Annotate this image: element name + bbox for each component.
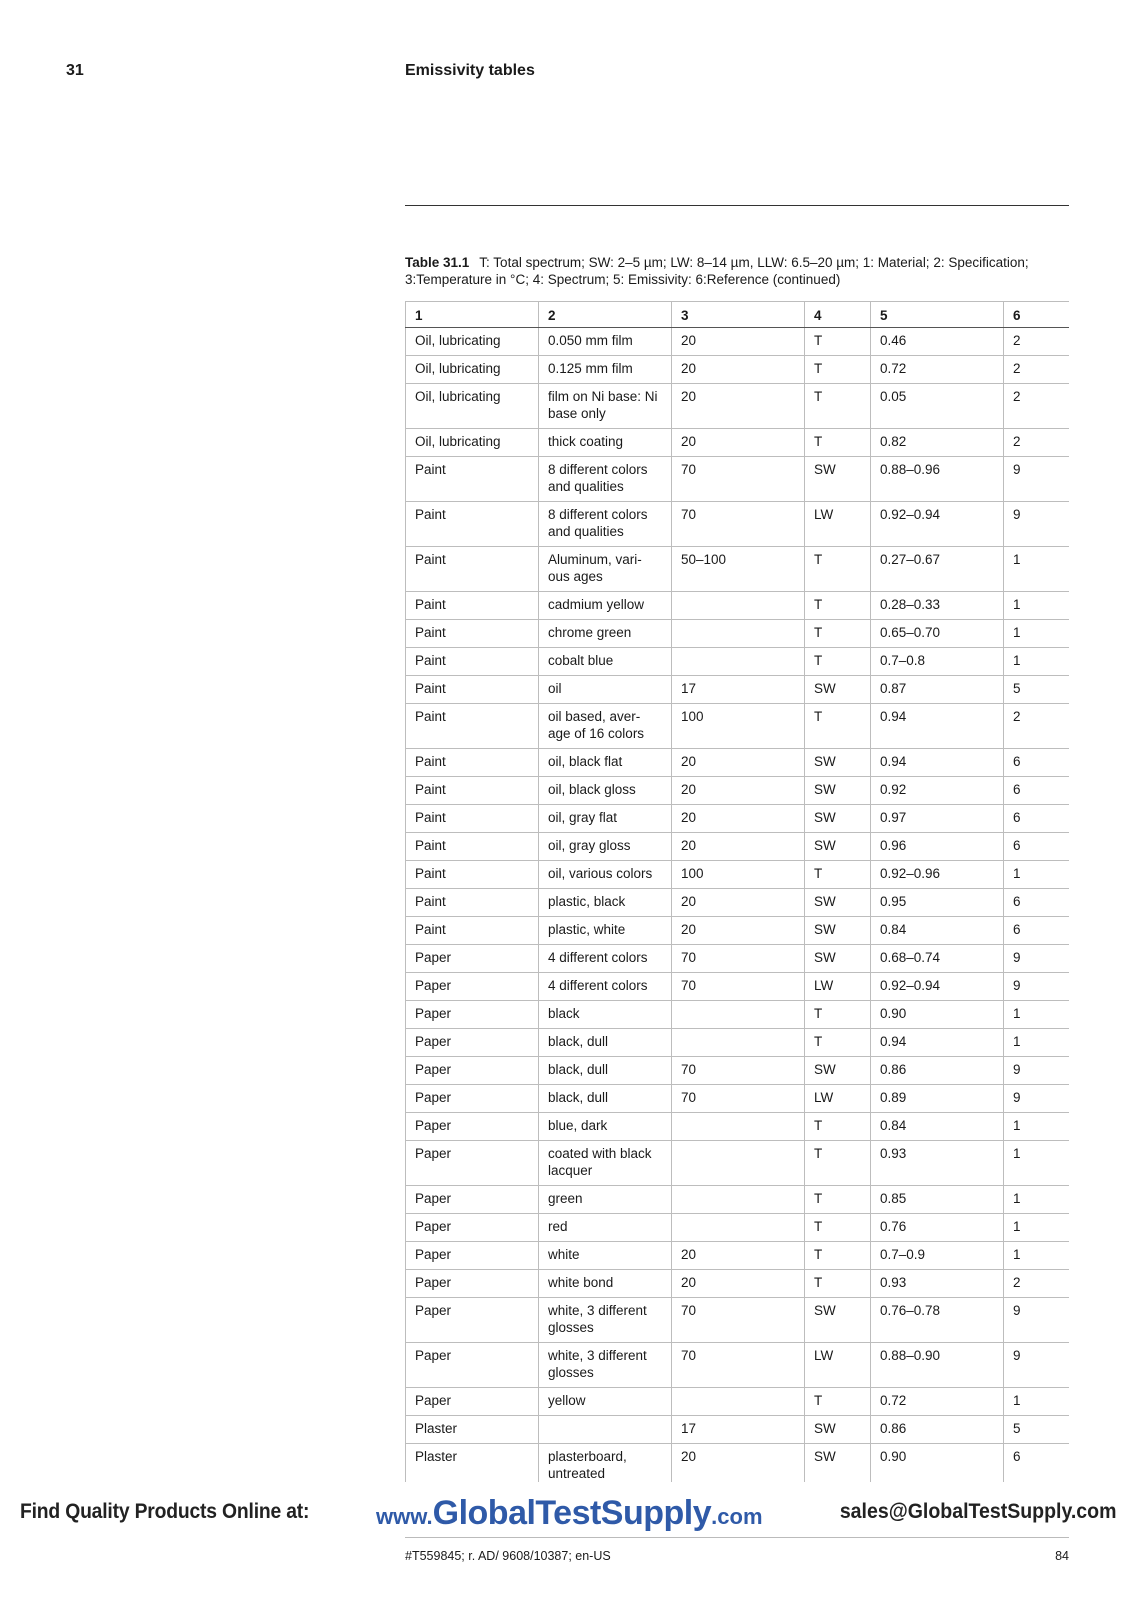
table-cell-col-1: Oil, lubricating <box>406 328 539 356</box>
table-cell-col-4: SW <box>805 457 871 502</box>
column-header-5: 5 <box>871 302 1004 328</box>
table-cell-col-3: 20 <box>672 917 805 945</box>
table-cell-col-6: 5 <box>1004 1416 1070 1444</box>
table-cell-col-3: 20 <box>672 777 805 805</box>
table-caption <box>405 254 1069 288</box>
table-cell-col-2: blue, dark <box>539 1113 672 1141</box>
table-cell-col-4: SW <box>805 676 871 704</box>
table-cell-col-2: cadmium yellow <box>539 592 672 620</box>
table-cell-col-1: Paper <box>406 1113 539 1141</box>
table-cell-col-2: 4 different colors <box>539 945 672 973</box>
table-cell-col-4: SW <box>805 917 871 945</box>
table-cell-col-4: SW <box>805 805 871 833</box>
table-cell-col-5: 0.7–0.9 <box>871 1242 1004 1270</box>
emissivity-table <box>405 301 1069 1482</box>
column-header-1: 1 <box>406 302 539 328</box>
table-cell-col-1: Plaster <box>406 1444 539 1483</box>
table-cell-col-4: SW <box>805 749 871 777</box>
table-cell-col-1: Oil, lubricating <box>406 429 539 457</box>
table-cell-col-4: T <box>805 1113 871 1141</box>
table-row <box>406 502 1070 547</box>
table-cell-col-3 <box>672 1001 805 1029</box>
table-row <box>406 1298 1070 1343</box>
table-cell-col-3: 20 <box>672 328 805 356</box>
table-cell-col-1: Paper <box>406 973 539 1001</box>
table-cell-col-3 <box>672 1029 805 1057</box>
table-cell-col-3: 70 <box>672 973 805 1001</box>
table-cell-col-2: 8 different colors and qualities <box>539 457 672 502</box>
table-cell-col-6: 2 <box>1004 356 1070 384</box>
ad-tagline: Find Quality Products Online at: <box>20 1500 310 1523</box>
table-cell-col-1: Paint <box>406 805 539 833</box>
table-cell-col-3: 70 <box>672 1298 805 1343</box>
table-cell-col-5: 0.68–0.74 <box>871 945 1004 973</box>
table-cell-col-6: 1 <box>1004 620 1070 648</box>
table-cell-col-4: T <box>805 1001 871 1029</box>
table-cell-col-5: 0.86 <box>871 1416 1004 1444</box>
table-row <box>406 1270 1070 1298</box>
table-cell-col-5: 0.94 <box>871 1029 1004 1057</box>
table-cell-col-6: 6 <box>1004 805 1070 833</box>
footer-advertisement <box>0 1494 1132 1534</box>
ad-url-suffix: .com <box>711 1504 763 1529</box>
table-cell-col-3 <box>672 620 805 648</box>
table-cell-col-4: T <box>805 592 871 620</box>
footer-divider <box>405 1537 1069 1538</box>
table-cell-col-5: 0.93 <box>871 1141 1004 1186</box>
emissivity-table-container <box>405 301 1069 1482</box>
table-row <box>406 1388 1070 1416</box>
table-cell-col-6: 1 <box>1004 1141 1070 1186</box>
table-cell-col-2: plastic, black <box>539 889 672 917</box>
table-cell-col-6: 1 <box>1004 648 1070 676</box>
table-cell-col-6: 6 <box>1004 917 1070 945</box>
table-cell-col-5: 0.92 <box>871 777 1004 805</box>
table-cell-col-4: SW <box>805 833 871 861</box>
table-cell-col-3 <box>672 1141 805 1186</box>
table-cell-col-6: 1 <box>1004 1186 1070 1214</box>
table-cell-col-5: 0.7–0.8 <box>871 648 1004 676</box>
table-row <box>406 1085 1070 1113</box>
table-row <box>406 704 1070 749</box>
table-cell-col-6: 2 <box>1004 1270 1070 1298</box>
table-cell-col-6: 2 <box>1004 384 1070 429</box>
table-cell-col-2: red <box>539 1214 672 1242</box>
table-cell-col-4: SW <box>805 777 871 805</box>
table-cell-col-1: Paper <box>406 1057 539 1085</box>
table-cell-col-2: oil, black flat <box>539 749 672 777</box>
column-header-6: 6 <box>1004 302 1070 328</box>
table-cell-col-2 <box>539 1416 672 1444</box>
table-cell-col-2: oil, black gloss <box>539 777 672 805</box>
table-cell-col-2: thick coating <box>539 429 672 457</box>
ad-email-link[interactable]: sales@GlobalTestSupply.com <box>839 1500 1116 1523</box>
table-cell-col-6: 6 <box>1004 777 1070 805</box>
table-row <box>406 945 1070 973</box>
table-cell-col-1: Paper <box>406 1388 539 1416</box>
table-cell-col-5: 0.72 <box>871 1388 1004 1416</box>
table-cell-col-2: white, 3 different glosses <box>539 1298 672 1343</box>
table-cell-col-1: Paper <box>406 1343 539 1388</box>
table-cell-col-3: 70 <box>672 1057 805 1085</box>
table-cell-col-6: 6 <box>1004 833 1070 861</box>
table-caption-label: Table 31.1 <box>405 255 470 270</box>
table-cell-col-3 <box>672 648 805 676</box>
table-cell-col-1: Oil, lubricating <box>406 356 539 384</box>
column-header-4: 4 <box>805 302 871 328</box>
table-cell-col-6: 9 <box>1004 1343 1070 1388</box>
table-cell-col-2: plastic, white <box>539 917 672 945</box>
table-cell-col-3: 70 <box>672 457 805 502</box>
table-cell-col-2: cobalt blue <box>539 648 672 676</box>
table-cell-col-2: black, dull <box>539 1085 672 1113</box>
table-cell-col-3: 20 <box>672 833 805 861</box>
table-row <box>406 384 1070 429</box>
table-cell-col-4: T <box>805 384 871 429</box>
table-cell-col-4: LW <box>805 502 871 547</box>
table-cell-col-6: 6 <box>1004 1444 1070 1483</box>
table-cell-col-4: T <box>805 648 871 676</box>
table-row <box>406 457 1070 502</box>
table-cell-col-2: 0.125 mm film <box>539 356 672 384</box>
table-cell-col-2: 8 different colors and qualities <box>539 502 672 547</box>
table-cell-col-2: black <box>539 1001 672 1029</box>
table-cell-col-4: T <box>805 1214 871 1242</box>
table-cell-col-1: Paint <box>406 704 539 749</box>
table-cell-col-4: LW <box>805 973 871 1001</box>
table-row <box>406 1444 1070 1483</box>
table-cell-col-5: 0.88–0.90 <box>871 1343 1004 1388</box>
table-cell-col-5: 0.88–0.96 <box>871 457 1004 502</box>
ad-url-main: GlobalTestSupply <box>432 1494 712 1532</box>
table-cell-col-6: 2 <box>1004 429 1070 457</box>
table-row <box>406 1214 1070 1242</box>
table-cell-col-5: 0.84 <box>871 917 1004 945</box>
table-cell-col-6: 1 <box>1004 1242 1070 1270</box>
table-cell-col-1: Paper <box>406 1242 539 1270</box>
table-cell-col-1: Paper <box>406 1001 539 1029</box>
table-cell-col-4: LW <box>805 1085 871 1113</box>
table-row <box>406 1141 1070 1186</box>
table-row <box>406 749 1070 777</box>
table-cell-col-6: 9 <box>1004 1057 1070 1085</box>
table-cell-col-3 <box>672 1214 805 1242</box>
table-cell-col-1: Oil, lubricating <box>406 384 539 429</box>
table-cell-col-1: Paint <box>406 502 539 547</box>
table-cell-col-3 <box>672 1113 805 1141</box>
table-cell-col-6: 2 <box>1004 328 1070 356</box>
table-cell-col-1: Plaster <box>406 1416 539 1444</box>
table-cell-col-5: 0.65–0.70 <box>871 620 1004 648</box>
table-cell-col-1: Paper <box>406 1085 539 1113</box>
table-cell-col-3: 70 <box>672 502 805 547</box>
table-row <box>406 1113 1070 1141</box>
table-cell-col-1: Paper <box>406 1214 539 1242</box>
table-cell-col-2: white, 3 different glosses <box>539 1343 672 1388</box>
table-cell-col-5: 0.95 <box>871 889 1004 917</box>
table-cell-col-4: SW <box>805 1298 871 1343</box>
table-cell-col-3: 70 <box>672 1085 805 1113</box>
table-cell-col-5: 0.94 <box>871 749 1004 777</box>
table-cell-col-3: 20 <box>672 1270 805 1298</box>
table-cell-col-4: SW <box>805 945 871 973</box>
table-cell-col-2: white bond <box>539 1270 672 1298</box>
table-cell-col-2: oil, various colors <box>539 861 672 889</box>
table-cell-col-1: Paint <box>406 676 539 704</box>
column-header-3: 3 <box>672 302 805 328</box>
table-cell-col-4: T <box>805 704 871 749</box>
ad-website-link[interactable] <box>376 1494 763 1533</box>
table-row <box>406 1029 1070 1057</box>
table-cell-col-1: Paper <box>406 1186 539 1214</box>
ad-url-prefix: www. <box>376 1504 433 1529</box>
table-cell-col-1: Paint <box>406 889 539 917</box>
table-cell-col-2: white <box>539 1242 672 1270</box>
table-row <box>406 1186 1070 1214</box>
table-cell-col-4: LW <box>805 1343 871 1388</box>
table-cell-col-2: 0.050 mm film <box>539 328 672 356</box>
table-cell-col-4: T <box>805 1186 871 1214</box>
table-row <box>406 547 1070 592</box>
table-row <box>406 833 1070 861</box>
table-cell-col-6: 1 <box>1004 1029 1070 1057</box>
table-cell-col-4: SW <box>805 889 871 917</box>
table-row <box>406 861 1070 889</box>
table-cell-col-1: Paper <box>406 945 539 973</box>
table-cell-col-5: 0.84 <box>871 1113 1004 1141</box>
table-cell-col-1: Paint <box>406 457 539 502</box>
table-cell-col-4: T <box>805 1141 871 1186</box>
table-cell-col-6: 9 <box>1004 1298 1070 1343</box>
table-row <box>406 917 1070 945</box>
table-cell-col-1: Paper <box>406 1029 539 1057</box>
table-cell-col-1: Paper <box>406 1270 539 1298</box>
table-cell-col-1: Paint <box>406 917 539 945</box>
table-cell-col-2: black, dull <box>539 1029 672 1057</box>
table-row <box>406 592 1070 620</box>
table-cell-col-3 <box>672 592 805 620</box>
table-cell-col-1: Paint <box>406 777 539 805</box>
table-cell-col-2: green <box>539 1186 672 1214</box>
table-cell-col-3: 20 <box>672 356 805 384</box>
table-cell-col-3: 20 <box>672 805 805 833</box>
table-cell-col-3: 20 <box>672 384 805 429</box>
table-cell-col-5: 0.93 <box>871 1270 1004 1298</box>
table-cell-col-2: plasterboard, untreated <box>539 1444 672 1483</box>
table-cell-col-2: Aluminum, vari-ous ages <box>539 547 672 592</box>
table-cell-col-3: 100 <box>672 704 805 749</box>
table-row <box>406 805 1070 833</box>
table-cell-col-5: 0.76 <box>871 1214 1004 1242</box>
table-cell-col-5: 0.97 <box>871 805 1004 833</box>
chapter-title: Emissivity tables <box>405 62 535 79</box>
table-cell-col-3 <box>672 1186 805 1214</box>
table-cell-col-2: chrome green <box>539 620 672 648</box>
table-cell-col-1: Paint <box>406 861 539 889</box>
table-cell-col-5: 0.05 <box>871 384 1004 429</box>
table-cell-col-2: film on Ni base: Ni base only <box>539 384 672 429</box>
table-cell-col-3: 20 <box>672 1242 805 1270</box>
table-cell-col-1: Paint <box>406 592 539 620</box>
table-cell-col-6: 9 <box>1004 973 1070 1001</box>
table-cell-col-3: 70 <box>672 1343 805 1388</box>
table-cell-col-6: 1 <box>1004 861 1070 889</box>
table-cell-col-6: 6 <box>1004 889 1070 917</box>
table-header-row <box>406 302 1070 328</box>
table-cell-col-4: T <box>805 356 871 384</box>
table-cell-col-6: 1 <box>1004 592 1070 620</box>
table-row <box>406 1242 1070 1270</box>
table-row <box>406 429 1070 457</box>
column-header-2: 2 <box>539 302 672 328</box>
chapter-number: 31 <box>66 62 84 79</box>
table-caption-text: T: Total spectrum; SW: 2–5 µm; LW: 8–14 µm, LLW: 6.5–20 µm; 1: Material; 2: Specification; 3:Temperature in °C; 4: Spectrum; 5: Emissivity: 6:Reference (continued) <box>405 255 1029 287</box>
table-cell-col-2: black, dull <box>539 1057 672 1085</box>
table-cell-col-6: 6 <box>1004 749 1070 777</box>
table-cell-col-1: Paper <box>406 1141 539 1186</box>
table-cell-col-5: 0.85 <box>871 1186 1004 1214</box>
table-cell-col-4: T <box>805 861 871 889</box>
table-row <box>406 973 1070 1001</box>
table-cell-col-5: 0.28–0.33 <box>871 592 1004 620</box>
table-cell-col-5: 0.89 <box>871 1085 1004 1113</box>
table-cell-col-3 <box>672 1388 805 1416</box>
table-cell-col-2: oil, gray flat <box>539 805 672 833</box>
table-cell-col-2: oil, gray gloss <box>539 833 672 861</box>
table-cell-col-1: Paint <box>406 749 539 777</box>
table-cell-col-2: oil based, aver-age of 16 colors <box>539 704 672 749</box>
table-cell-col-5: 0.72 <box>871 356 1004 384</box>
table-cell-col-3: 20 <box>672 889 805 917</box>
table-cell-col-4: SW <box>805 1057 871 1085</box>
table-row <box>406 356 1070 384</box>
table-row <box>406 1343 1070 1388</box>
table-cell-col-5: 0.96 <box>871 833 1004 861</box>
table-cell-col-4: SW <box>805 1416 871 1444</box>
table-cell-col-1: Paper <box>406 1298 539 1343</box>
table-cell-col-5: 0.27–0.67 <box>871 547 1004 592</box>
table-cell-col-6: 1 <box>1004 547 1070 592</box>
table-cell-col-5: 0.86 <box>871 1057 1004 1085</box>
table-cell-col-3: 20 <box>672 749 805 777</box>
table-row <box>406 1057 1070 1085</box>
table-cell-col-4: T <box>805 1270 871 1298</box>
table-cell-col-6: 9 <box>1004 457 1070 502</box>
table-row <box>406 889 1070 917</box>
table-cell-col-5: 0.76–0.78 <box>871 1298 1004 1343</box>
table-cell-col-4: T <box>805 1029 871 1057</box>
table-row <box>406 620 1070 648</box>
header-divider <box>405 205 1069 206</box>
table-cell-col-6: 1 <box>1004 1001 1070 1029</box>
table-cell-col-1: Paint <box>406 620 539 648</box>
table-cell-col-2: 4 different colors <box>539 973 672 1001</box>
table-cell-col-4: T <box>805 1242 871 1270</box>
table-body <box>406 328 1070 1483</box>
table-cell-col-6: 1 <box>1004 1388 1070 1416</box>
page-number: 84 <box>1055 1549 1069 1563</box>
table-cell-col-5: 0.90 <box>871 1001 1004 1029</box>
table-cell-col-6: 9 <box>1004 1085 1070 1113</box>
table-cell-col-5: 0.92–0.94 <box>871 973 1004 1001</box>
table-cell-col-4: T <box>805 328 871 356</box>
table-cell-col-2: oil <box>539 676 672 704</box>
table-cell-col-5: 0.46 <box>871 328 1004 356</box>
table-cell-col-2: coated with black lacquer <box>539 1141 672 1186</box>
table-cell-col-4: T <box>805 429 871 457</box>
table-cell-col-3: 100 <box>672 861 805 889</box>
table-cell-col-5: 0.90 <box>871 1444 1004 1483</box>
table-row <box>406 676 1070 704</box>
table-cell-col-3: 20 <box>672 1444 805 1483</box>
table-cell-col-1: Paint <box>406 547 539 592</box>
table-cell-col-1: Paint <box>406 833 539 861</box>
table-cell-col-5: 0.92–0.94 <box>871 502 1004 547</box>
table-cell-col-3: 17 <box>672 1416 805 1444</box>
table-cell-col-4: SW <box>805 1444 871 1483</box>
table-cell-col-5: 0.94 <box>871 704 1004 749</box>
table-row <box>406 1001 1070 1029</box>
table-row <box>406 328 1070 356</box>
table-row <box>406 777 1070 805</box>
table-cell-col-5: 0.87 <box>871 676 1004 704</box>
table-cell-col-2: yellow <box>539 1388 672 1416</box>
table-row <box>406 1416 1070 1444</box>
table-cell-col-6: 5 <box>1004 676 1070 704</box>
table-cell-col-6: 9 <box>1004 502 1070 547</box>
table-cell-col-4: T <box>805 620 871 648</box>
table-cell-col-3: 70 <box>672 945 805 973</box>
table-cell-col-3: 20 <box>672 429 805 457</box>
table-cell-col-6: 9 <box>1004 945 1070 973</box>
table-cell-col-6: 2 <box>1004 704 1070 749</box>
table-cell-col-4: T <box>805 1388 871 1416</box>
table-cell-col-5: 0.82 <box>871 429 1004 457</box>
table-cell-col-4: T <box>805 547 871 592</box>
table-cell-col-3: 50–100 <box>672 547 805 592</box>
table-cell-col-6: 1 <box>1004 1113 1070 1141</box>
table-cell-col-1: Paint <box>406 648 539 676</box>
table-row <box>406 648 1070 676</box>
document-id: #T559845; r. AD/ 9608/10387; en-US <box>405 1549 611 1563</box>
table-cell-col-3: 17 <box>672 676 805 704</box>
table-cell-col-6: 1 <box>1004 1214 1070 1242</box>
table-cell-col-5: 0.92–0.96 <box>871 861 1004 889</box>
